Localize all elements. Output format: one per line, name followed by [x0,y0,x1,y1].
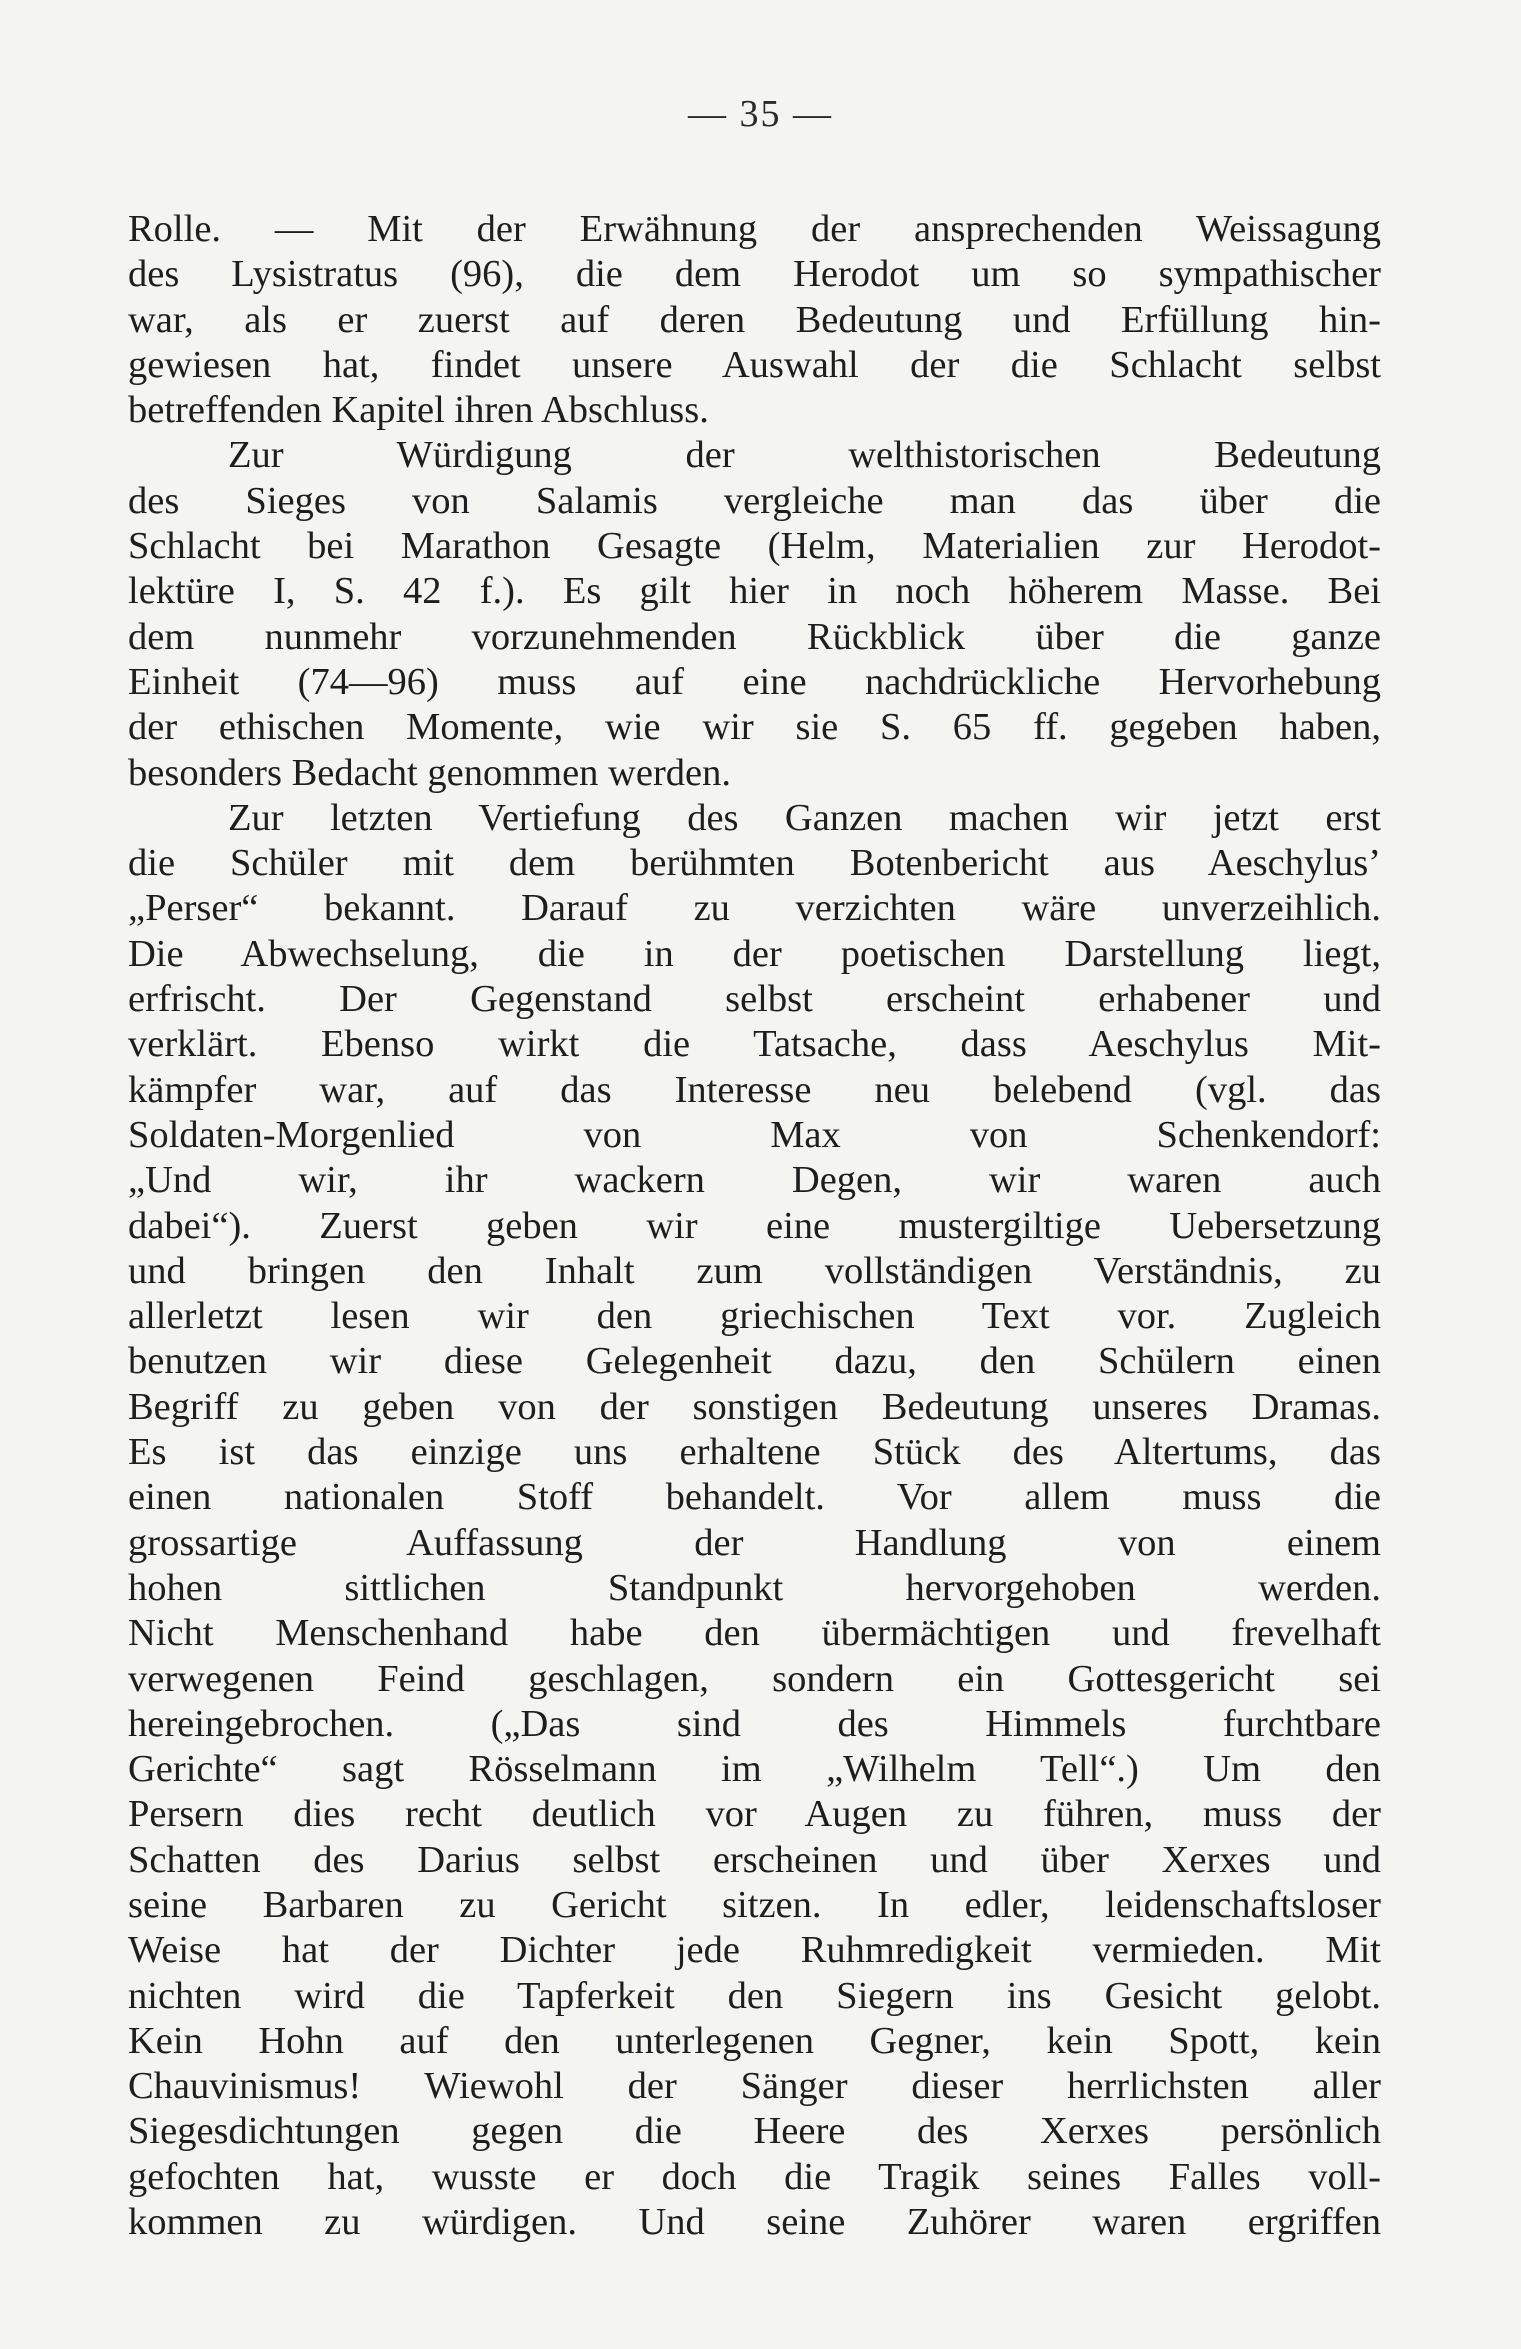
text-line: „Und wir, ihr wackern Degen, wir waren auch [128,1159,1381,1202]
text-line: Persern dies recht deutlich vor Augen zu führen, muss der [128,1793,1381,1836]
text-line: allerletzt lesen wir den griechischen Text vor. Zugleich [128,1295,1381,1338]
text-line: betreffenden Kapitel ihren Abschluss. [128,389,709,432]
text-line: Siegesdichtungen gegen die Heere des Xerxes persönlich [128,2110,1381,2153]
text-line: des Sieges von Salamis vergleiche man das über die [128,479,1381,522]
text-line: die Schüler mit dem berühmten Botenbericht aus Aeschylus’ [128,842,1381,885]
text-line: hereingebrochen. („Das sind des Himmels furchtbare [128,1702,1381,1745]
text-line: Zur letzten Vertiefung des Ganzen machen wir jetzt erst [228,796,1381,839]
text-line: des Lysistratus (96), die dem Herodot um so sympathischer [128,253,1381,296]
text-line: Kein Hohn auf den unterlegenen Gegner, kein Spott, kein [128,2019,1381,2062]
text-line: hohen sittlichen Standpunkt hervorgehoben werden. [128,1566,1381,1609]
text-line: und bringen den Inhalt zum vollständigen Verständnis, zu [128,1249,1381,1292]
text-line: Einheit (74—96) muss auf eine nachdrückliche Hervorhebung [128,660,1381,703]
text-line: gefochten hat, wusste er doch die Tragik seines Falles voll- [128,2155,1381,2198]
text-line: gewiesen hat, findet unsere Auswahl der die Schlacht selbst [128,343,1381,386]
text-line: nichten wird die Tapferkeit den Siegern ins Gesicht gelobt. [128,1974,1381,2017]
text-line: Begriff zu geben von der sonstigen Bedeutung unseres Dramas. [128,1385,1381,1428]
text-line: erfrischt. Der Gegenstand selbst erscheint erhabener und [128,978,1381,1021]
text-line: Rolle. — Mit der Erwähnung der ansprechenden Weissagung [128,208,1381,250]
text-line: „Perser“ bekannt. Darauf zu verzichten wäre unverzeihlich. [128,887,1381,930]
text-line: verwegenen Feind geschlagen, sondern ein Gottesgericht sei [128,1657,1381,1700]
text-line: Schlacht bei Marathon Gesagte (Helm, Materialien zur Herodot- [128,525,1381,568]
text-line: lektüre I, S. 42 f.). Es gilt hier in noch höherem Masse. Bei [128,570,1381,613]
text-line: Schatten des Darius selbst erscheinen und über Xerxes und [128,1838,1381,1881]
text-line: der ethischen Momente, wie wir sie S. 65 ff. gegeben haben, [128,706,1381,749]
text-line: Soldaten-Morgenlied von Max von Schenkendorf: [128,1113,1381,1156]
text-line: kommen zu würdigen. Und seine Zuhörer waren ergriffen [128,2201,1381,2244]
text-line: Nicht Menschenhand habe den übermächtigen und frevelhaft [128,1612,1381,1655]
page-number: — 35 — [688,93,833,135]
text-line: Chauvinismus! Wiewohl der Sänger dieser herrlichsten aller [128,2065,1381,2108]
text-line: grossartige Auffassung der Handlung von einem [128,1521,1381,1564]
text-line: dabei“). Zuerst geben wir eine mustergiltige Uebersetzung [128,1204,1381,1247]
text-line: besonders Bedacht genommen werden. [128,751,731,794]
text-line: Weise hat der Dichter jede Ruhmredigkeit vermieden. Mit [128,1929,1381,1972]
body-text [128,207,1381,2245]
text-line: Es ist das einzige uns erhaltene Stück des Altertums, das [128,1431,1381,1474]
text-line: Gerichte“ sagt Rösselmann im „Wilhelm Tell“.) Um den [128,1748,1381,1791]
text-line: benutzen wir diese Gelegenheit dazu, den Schülern einen [128,1340,1381,1383]
text-line: war, als er zuerst auf deren Bedeutung und Erfüllung hin- [128,298,1381,341]
text-line: dem nunmehr vorzunehmenden Rückblick über die ganze [128,615,1381,658]
text-line: seine Barbaren zu Gericht sitzen. In edler, leidenschaftsloser [128,1883,1381,1926]
text-line: Die Abwechselung, die in der poetischen Darstellung liegt, [128,932,1381,975]
text-line: einen nationalen Stoff behandelt. Vor allem muss die [128,1476,1381,1519]
text-line: kämpfer war, auf das Interesse neu belebend (vgl. das [128,1068,1381,1111]
text-line: verklärt. Ebenso wirkt die Tatsache, dass Aeschylus Mit- [128,1023,1381,1066]
text-line: Zur Würdigung der welthistorischen Bedeutung [228,434,1381,477]
